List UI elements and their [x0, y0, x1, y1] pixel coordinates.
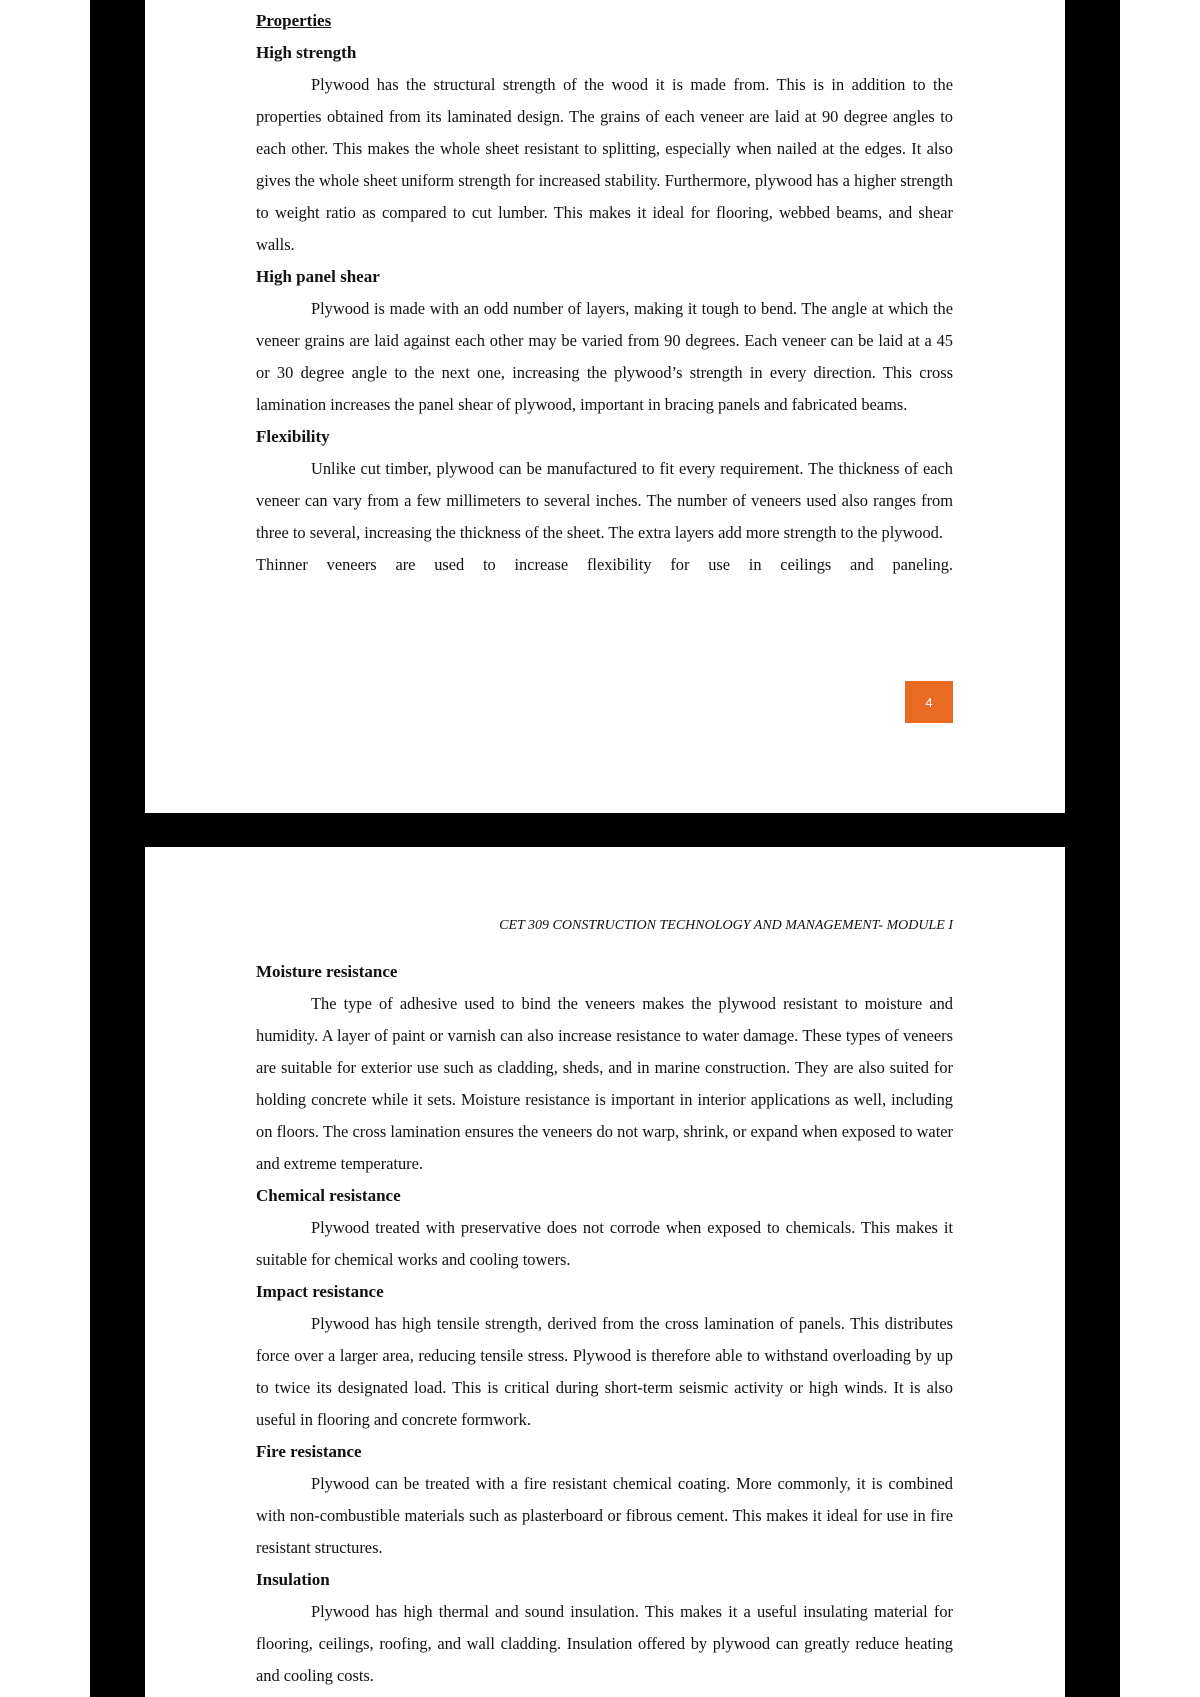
heading-high-strength: High strength [256, 43, 357, 62]
page-4 [145, 0, 1065, 813]
paragraph: Unlike cut timber, plywood can be manufactured to fit every requirement. The thickness of each veneer can vary from a few millimeters to several inches. The number of veneers used also ranges from three to several, increasing the thickness of the sheet. The extra layers add more strength to the plywood. [256, 459, 953, 542]
heading-flexibility: Flexibility [256, 427, 330, 446]
heading-chemical-resistance: Chemical resistance [256, 1186, 401, 1205]
paragraph: Plywood has the structural strength of the wood it is made from. This is in addition to the properties obtained from its laminated design. The grains of each veneer are laid at 90 degree angles to each other. This makes the whole sheet resistant to splitting, especially when nailed at the edges. It also gives the whole sheet uniform strength for increased stability. Furthermore, plywood has a higher strength to weight ratio as compared to cut lumber. This makes it ideal for flooring, webbed beams, and shear walls. [256, 75, 953, 254]
page-5 [145, 847, 1065, 1697]
page-5-content [256, 910, 953, 1692]
paragraph-line: Thinner veneers are used to increase flexibility for use in ceilings and paneling. [256, 555, 953, 574]
heading-insulation: Insulation [256, 1570, 330, 1589]
heading-high-panel-shear: High panel shear [256, 267, 380, 286]
running-header: CET 309 CONSTRUCTION TECHNOLOGY AND MANAGEMENT- MODULE I [499, 918, 953, 933]
heading-fire-resistance: Fire resistance [256, 1442, 362, 1461]
paragraph: Plywood has high tensile strength, derived from the cross lamination of panels. This distributes force over a larger area, reducing tensile stress. Plywood is therefore able to withstand overloading by up to twice its designated load. This is critical during short-term seismic activity or high winds. It is also useful in flooring and concrete formwork. [256, 1314, 953, 1429]
section-title: Properties [256, 11, 332, 30]
paragraph: Plywood treated with preservative does not corrode when exposed to chemicals. This makes it suitable for chemical works and cooling towers. [256, 1218, 953, 1269]
heading-impact-resistance: Impact resistance [256, 1282, 384, 1301]
page-4-content [256, 5, 953, 581]
paragraph: Plywood has high thermal and sound insulation. This makes it a useful insulating material for flooring, ceilings, roofing, and wall cladding. Insulation offered by plywood can greatly reduce heating and cooling costs. [256, 1602, 953, 1685]
heading-moisture-resistance: Moisture resistance [256, 962, 398, 981]
paragraph: Plywood is made with an odd number of layers, making it tough to bend. The angle at which the veneer grains are laid against each other may be varied from 90 degrees. Each veneer can be laid at a 45 or 30 degree angle to the next one, increasing the plywood’s strength in every direction. This cross lamination increases the panel shear of plywood, important in bracing panels and fabricated beams. [256, 299, 953, 414]
page-number-badge: 4 [905, 681, 953, 723]
paragraph: The type of adhesive used to bind the veneers makes the plywood resistant to moisture and humidity. A layer of paint or varnish can also increase resistance to water damage. These types of veneers are suitable for exterior use such as cladding, sheds, and in marine construction. They are also suited for holding concrete while it sets. Moisture resistance is important in interior applications as well, including on floors. The cross lamination ensures the veneers do not warp, shrink, or expand when exposed to water and extreme temperature. [256, 994, 953, 1173]
paragraph: Plywood can be treated with a fire resistant chemical coating. More commonly, it is combined with non-combustible materials such as plasterboard or fibrous cement. This makes it ideal for use in fire resistant structures. [256, 1474, 953, 1557]
